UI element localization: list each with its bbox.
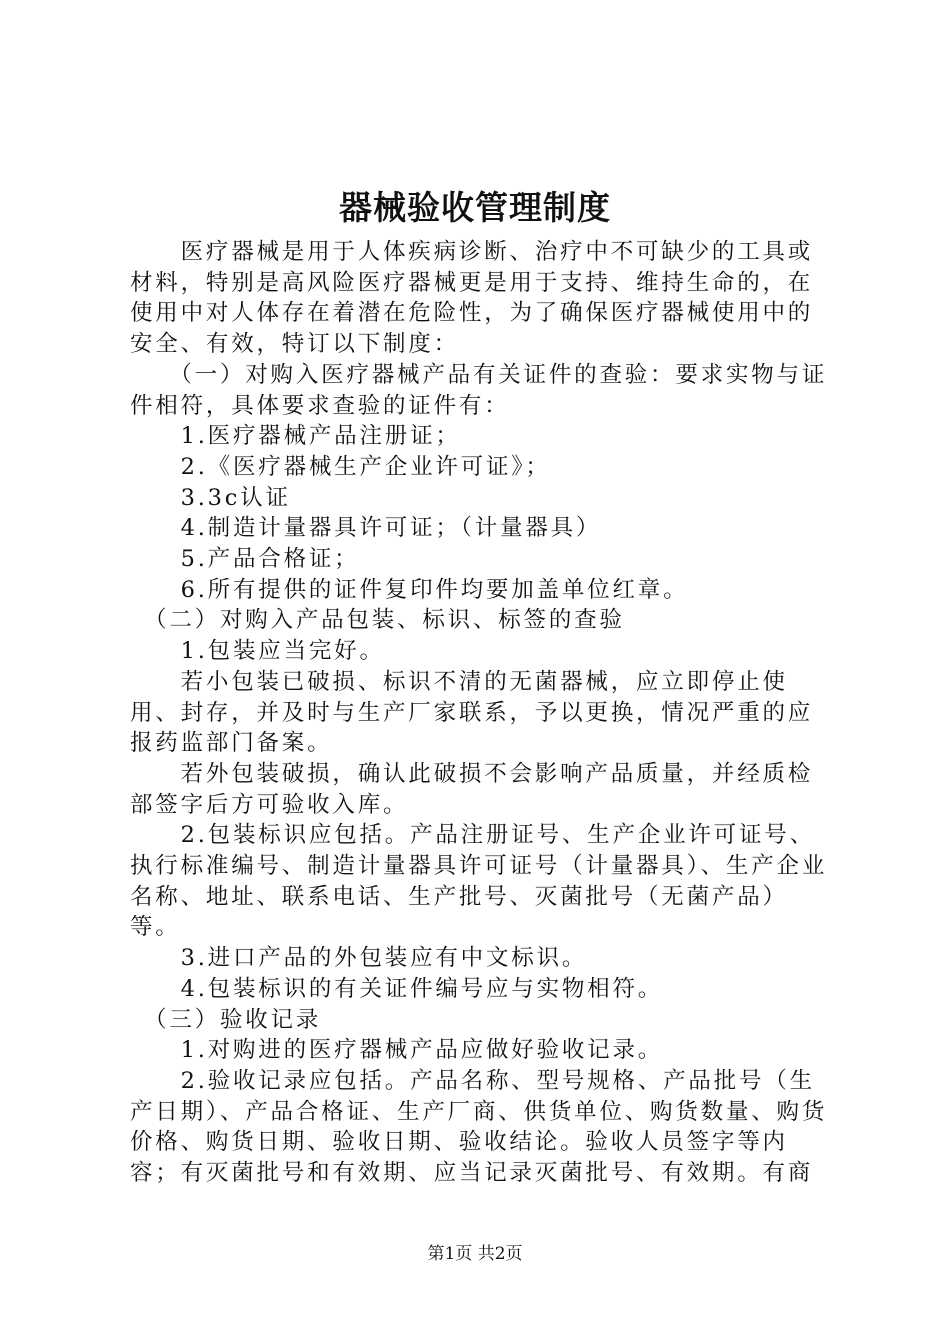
paragraph: 1.对购进的医疗器械产品应做好验收记录。	[130, 1037, 664, 1064]
paragraph: （三）验收记录	[130, 1006, 322, 1033]
paragraph: 5.产品合格证；	[130, 546, 360, 573]
paragraph: 1.医疗器械产品注册证；	[130, 423, 461, 450]
paragraph: 2.包装标识应包括。产品注册证号、生产企业许可证号、执行标准编号、制造计量器具许可证号（计量器具）、生产企业名称、地址、联系电话、生产批号、灭菌批号（无菌产品）等。	[130, 822, 828, 941]
paragraph: （一）对购入医疗器械产品有关证件的查验：要求实物与证件相符，具体要求查验的证件有：	[130, 361, 828, 419]
document-title: 器械验收管理制度	[339, 188, 611, 227]
paragraph: 6.所有提供的证件复印件均要加盖单位红章。	[130, 576, 689, 603]
paragraph: 3.进口产品的外包装应有中文标识。	[130, 945, 588, 972]
document-body	[130, 237, 830, 1189]
page-footer: 第1页 共2页	[427, 1244, 523, 1264]
paragraph: 若小包装已破损、标识不清的无菌器械，应立即停止使用、封存，并及时与生产厂家联系，予以更换，情况严重的应报药监部门备案。	[130, 668, 814, 757]
paragraph: 3.3c认证	[130, 484, 291, 511]
paragraph: 4.制造计量器具许可证；（计量器具）	[130, 515, 602, 542]
paragraph: 若外包装破损，确认此破损不会影响产品质量，并经质检部签字后方可验收入库。	[130, 760, 814, 818]
paragraph: 2.《医疗器械生产企业许可证》；	[130, 453, 551, 480]
paragraph: 2.验收记录应包括。产品名称、型号规格、产品批号（生产日期）、产品合格证、生产厂商、供货单位、购货数量、购货价格、购货日期、验收日期、验收结论。验收人员签字等内容；有灭菌批号和有效期、应当记录灭菌批号、有效期。有商	[130, 1067, 828, 1187]
paragraph: 1.包装应当完好。	[130, 638, 385, 665]
paragraph: 医疗器械是用于人体疾病诊断、治疗中不可缺少的工具或材料，特别是高风险医疗器械更是用于支持、维持生命的，在使用中对人体存在着潜在危险性，为了确保医疗器械使用中的安全、有效，特订以下制度：	[130, 239, 814, 358]
paragraph: 4.包装标识的有关证件编号应与实物相符。	[130, 975, 664, 1002]
paragraph: （二）对购入产品包装、标识、标签的查验	[130, 607, 625, 634]
